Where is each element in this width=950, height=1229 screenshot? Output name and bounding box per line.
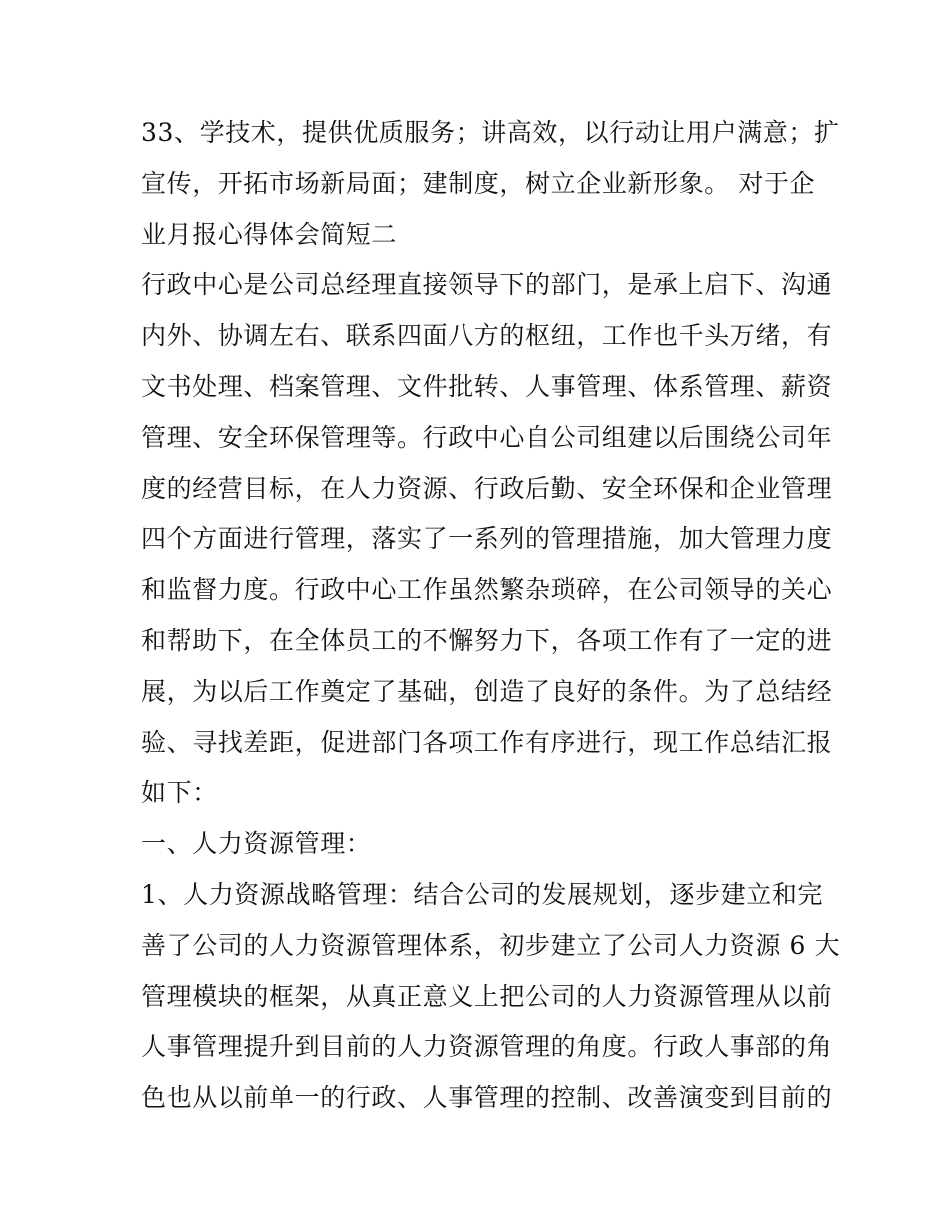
text-line: 四个方面进行管理，落实了一系列的管理措施，加大管理力度 <box>141 524 833 554</box>
text-line: 行政中心是公司总经理直接领导下的部门，是承上启下、沟通 <box>141 270 833 300</box>
text-line: 管理模块的框架，从真正意义上把公司的人力资源管理从以前 <box>141 981 833 1011</box>
text-line: 验、寻找差距，促进部门各项工作有序进行，现工作总结汇报 <box>141 727 833 757</box>
text-line: 色也从以前单一的行政、人事管理的控制、改善演变到目前的 <box>141 1083 833 1113</box>
section-heading: 一、人力资源管理： <box>141 829 372 859</box>
text-line: 管理、安全环保管理等。行政中心自公司组建以后围绕公司年 <box>141 422 833 452</box>
text-line: 宣传，开拓市场新局面；建制度，树立企业新形象。 对于企 <box>141 168 816 198</box>
document-body <box>141 108 841 1124</box>
text-line: 人事管理提升到目前的人力资源管理的角度。行政人事部的角 <box>141 1032 833 1062</box>
text-line: 和帮助下，在全体员工的不懈努力下，各项工作有了一定的进 <box>141 625 833 655</box>
text-line: 和监督力度。行政中心工作虽然繁杂琐碎，在公司领导的关心 <box>141 575 833 605</box>
text-line: 文书处理、档案管理、文件批转、人事管理、体系管理、薪资 <box>141 371 833 401</box>
text-line: 如下： <box>141 778 218 808</box>
text-line: 善了公司的人力资源管理体系，初步建立了公司人力资源 6 大 <box>141 930 841 960</box>
text-line: 1、人力资源战略管理：结合公司的发展规划，逐步建立和完 <box>141 879 824 909</box>
text-line: 业月报心得体会简短二 <box>141 219 398 249</box>
text-line: 33、学技术，提供优质服务；讲高效，以行动让用户满意；扩 <box>141 118 840 147</box>
text-line: 展，为以后工作奠定了基础，创造了良好的条件。为了总结经 <box>141 676 833 706</box>
text-line: 内外、协调左右、联系四面八方的枢纽，工作也千头万绪，有 <box>141 321 833 351</box>
text-line: 度的经营目标，在人力资源、行政后勤、安全环保和企业管理 <box>141 473 833 503</box>
